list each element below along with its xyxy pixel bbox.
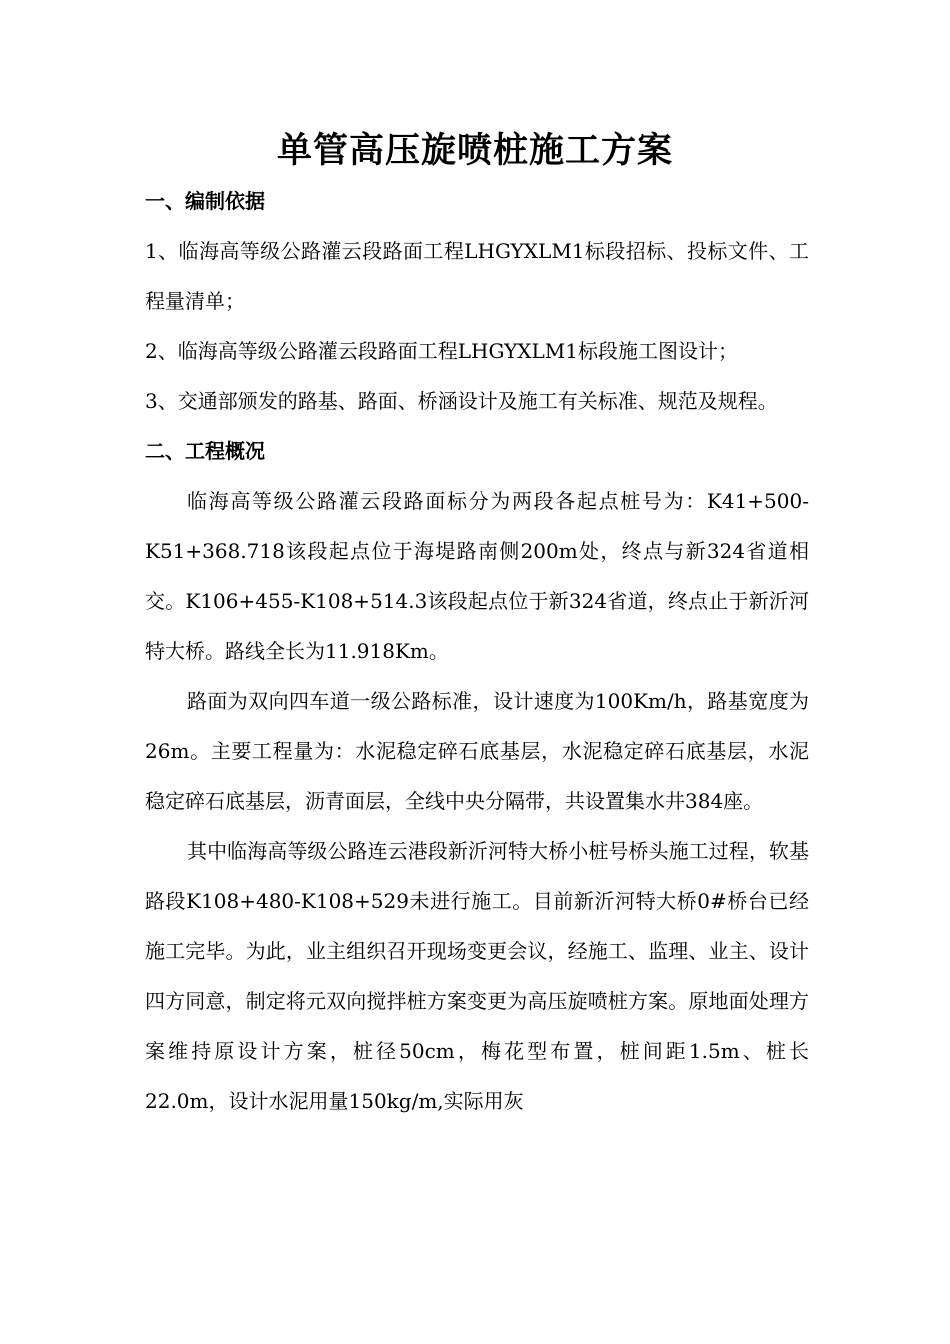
document-body bbox=[145, 176, 809, 1126]
basis-item-2: 2、临海高等级公路灌云段路面工程LHGYXLM1标段施工图设计； bbox=[145, 339, 738, 363]
basis-item-3: 3、交通部颁发的路基、路面、桥涵设计及施工有关标准、规范及规程。 bbox=[145, 389, 778, 413]
overview-paragraph-2: 路面为双向四车道一级公路标准，设计速度为100Km/h，路基宽度为26m。主要工程量为：水泥稳定碎石底基层，水泥稳定碎石底基层，水泥稳定碎石底基层，沥青面层，全线中央分隔带，共设置集水井384座。 bbox=[145, 689, 809, 813]
section-heading-basis: 一、编制依据 bbox=[145, 189, 265, 213]
overview-paragraph-3: 其中临海高等级公路连云港段新沂河特大桥小桩号桥头施工过程，软基路段K108+480-K108+529未进行施工。目前新沂河特大桥0#桥台已经施工完毕。为此，业主组织召开现场变更会议，经施工、监理、业主、设计四方同意，制定将元双向搅拌桩方案变更为高压旋喷桩方案。原地面处理方案维持原设计方案，桩径50cm，梅花型布置，桩间距1.5m、桩长22.0m，设计水泥用量150kg/m,实际用灰 bbox=[145, 839, 809, 1113]
basis-item-1: 1、临海高等级公路灌云段路面工程LHGYXLM1标段招标、投标文件、工程量清单； bbox=[145, 239, 809, 313]
section-heading-overview: 二、工程概况 bbox=[145, 439, 265, 463]
overview-paragraph-1: 临海高等级公路灌云段路面标分为两段各起点桩号为：K41+500-K51+368.718该段起点位于海堤路南侧200m处，终点与新324省道相交。K106+455-K108+514.3该段起点位于新324省道，终点止于新沂河特大桥。路线全长为11.918Km。 bbox=[145, 489, 809, 663]
document-title: 单管高压旋喷桩施工方案 bbox=[276, 131, 673, 171]
